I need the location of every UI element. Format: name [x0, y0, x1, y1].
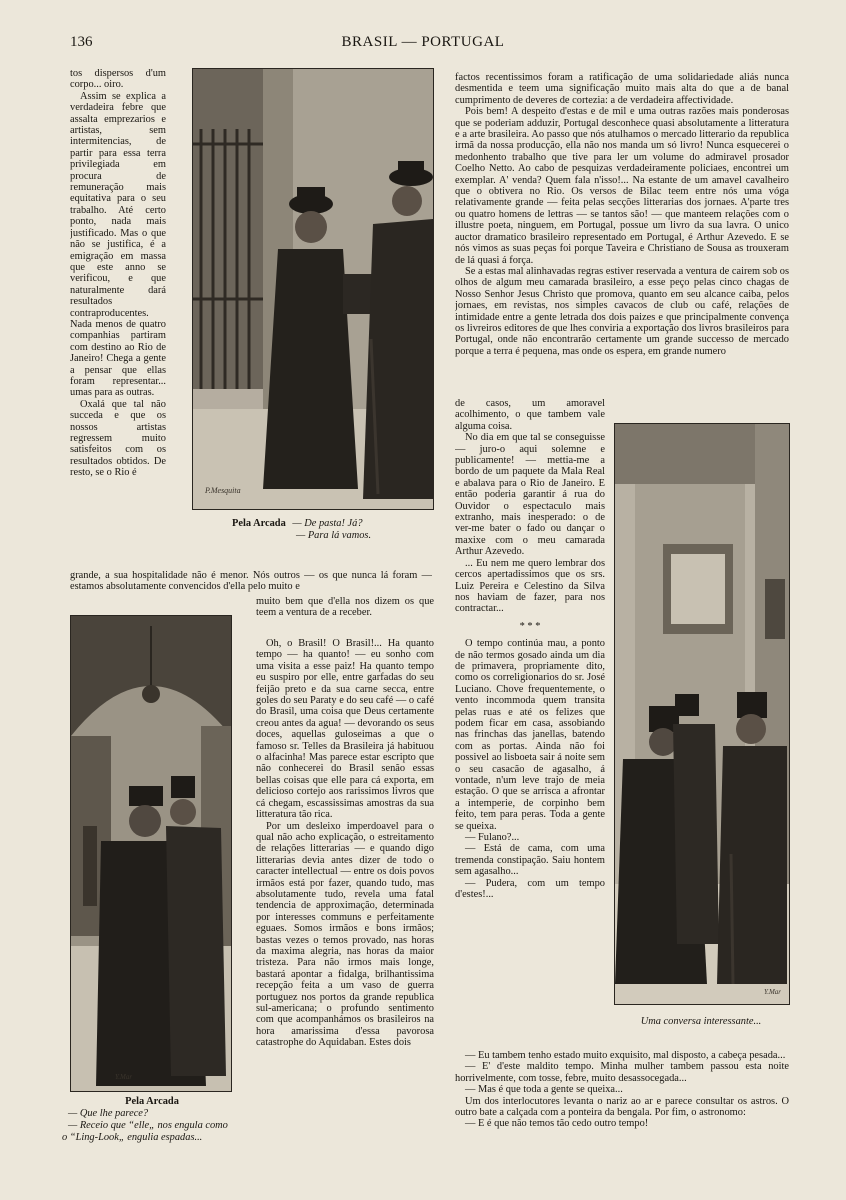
right-column-text — [455, 72, 789, 397]
paragraph: grande, a sua hospitalidade não é menor. Nós outros — os que nunca lá foram — estamos absolutamente convencidos d'ella pelo muito e — [70, 570, 432, 593]
caption-line: Uma conversa interessante... — [640, 1016, 762, 1027]
caption-title: Pela Arcada — [232, 518, 286, 529]
paragraph: factos recentissimos foram a ratificação de uma solidariedade aliás nunca desmentida e teem uma significação muito mais alta do que a de banal cumprimento de deveres de cortezia: a de verdadeira affectividade. — [455, 72, 789, 106]
right-narrow-text — [455, 398, 605, 1048]
photo-signature: Y.Mar — [115, 1073, 133, 1081]
page-number: 136 — [70, 34, 93, 50]
caption-line: — Receio que “elle„ nos engula como — [68, 1120, 228, 1131]
paragraph: Assim se explica a verdadeira febre que assalta emprezarios e artistas, sem intermitencias, de partir para essa terra privilegiada em procura de remuneração mais equitativa para o seu trabalho. Até certo ponto, nada mais justificado. Mas o que não se justifica, é a emigração em massa que este anno se verificou, e que naturalmente dará resultados contraproducentes. Nada menos de quatro companhias partiram com destino ao Rio de Janeiro! Chega a gente a pensar que ellas foram representar... umas para as outras. — [70, 90, 166, 399]
paragraph: — Fulano?... — [465, 832, 520, 844]
paragraph: muito bem que d'ella nos dizem os que teem a ventura de a receber. — [256, 596, 434, 619]
middle-top-text — [256, 596, 434, 632]
photo1-caption — [196, 518, 436, 542]
caption-line: — Para lá vamos. — [296, 530, 372, 541]
caption-line: — De pasta! Já? — [292, 518, 363, 529]
paragraph: Oh, o Brasil! O Brasil!... Ha quanto tempo — ha quanto! — eu sonho com uma visita a esse paiz! Ha quanto tempo eu suspiro por elle, entre garfadas do seu feijão preto e da sua carne secca, entre goles do seu Paraty e do seu café — o café do Brasil, uma coisa que Deus certamente creou antes da agua! — devorando os seus doces, aquellas guloseimas a que o famoso sr. Telles da Brasileira já habituou o alfacinha! Mas parece estar escripto que não conhecerei do Brasil senão essas bellas coisas que elle para cá exporta, em delicioso cortejo aos rarissimos livros que cá chegam, escassissimas amostras da sua litteratura tão rica. — [256, 638, 434, 821]
photo2-caption — [62, 1096, 242, 1144]
left-wide-text — [70, 570, 432, 594]
photo-signature: Y.Mar — [763, 988, 781, 996]
middle-column-text — [256, 638, 434, 1154]
section-separator: * * * — [519, 620, 541, 632]
caption-title: Pela Arcada — [125, 1096, 179, 1107]
paragraph: — Pudera, com um tempo d'estes!... — [455, 877, 605, 901]
paragraph: — E é que não temos tão cedo outro tempo! — [465, 1118, 649, 1130]
paragraph: — E' d'este maldito tempo. Minha mulher tambem passou esta noite horrivelmente, com tosse, febre, muito desassocegada... — [455, 1061, 789, 1084]
paragraph: — Está de cama, com uma tremenda constipação. Saiu hontem sem agasalho... — [455, 843, 605, 878]
paragraph: Pois bem! A despeito d'estas e de mil e uma outras razões mais ponderosas que se poderiam adduzir, Portugal desconhece quasi absolutamente a litteratura e a arte brasileira. Ao passo que nós atulhamos o mercado litterario da republica irmã da nossa producção, ella não nos manda um só livro! Nunca esquecerei o medonhento trabalho que tive para ler um volume do admiravel prosador Coelho Netto. Ao cabo de pesquizas verdadeiramente policiaes, encontrei um exemplar. A' venda? Quem fala n'isso!... Na estante de um amavel cavalheiro que o obtivera no Rio. Os versos de Bilac teem entre nós uma vóga relativamente grande — feita pelas secções litterarias dos jornaes. A'parte tres ou quatro homens de lettras — se tantos são! — que manteem relações com o illustre poeta, ninguem, em Portugal, possue um livro da sua lavra. O unico auctor dramatico brasileiro representado em Portugal, é Arthur Azevedo. E se nós vimos as suas peças foi porque Taveira e Christiano de Sousa as trouxeram de lá quasi á força. — [455, 106, 789, 266]
paragraph: O tempo continúa mau, a ponto de não termos gosado ainda um dia de primavera, propriamente dito, como os correligionarios do sr. José Luciano. Chove frequentemente, o vento incommoda quem transita pelas ruas e até os felizes que podem ficar em casa, assobiando nas frinchas das janellas, batendo com as portas. Ainda não foi possivel ao lisboeta sair á noite sem o seu casacão de agasalho, á vontade, n'um leve trajo de meia estação. O que se arrisca a afrontar a intemperie, de corpinho bem feito, tem para peras. Toda a gente se queixa. — [455, 638, 605, 832]
paragraph: No dia em que tal se conseguisse — juro-o aqui solemne e publicamente! — mettia-me a bordo de um paquete da Mala Real e abalava para o Rio de Janeiro. E então poderia garantir á rua do Ouvidor o espectaculo mais extranho, mais inesperado: o de ver-me bater o fado ou dançar o maxixe com o meu camarada Arthur Azevedo. — [455, 432, 605, 558]
right-bottom-text — [455, 1050, 789, 1182]
photo-pela-arcada-1 — [192, 68, 434, 510]
photo-conversa-interessante — [614, 423, 790, 1005]
paragraph: — Mas é que toda a gente se queixa... — [465, 1084, 623, 1096]
caption-line: o “Ling-Look„ engulia espadas... — [62, 1132, 203, 1143]
paragraph: Por um desleixo imperdoavel para o qual não acho explicação, o estreitamento de relações litterarias — e quando digo litterarias devia antes dizer de todo o caracter intellectual — entre os dois povos irmãos está por fazer, quando tudo, mas absolutamente tudo, revela uma fatal tendencia de approximação, determinada por interesses communs e perfeitamente eguaes. Somos irmãos e bons irmãos; bastas vezes o temos provado, nas horas da maxima alegria, nas horas da maior tristeza. Para não irmos mais longe, bastará apontar a fidalga, brilhantissima recepção feita a um vaso de guerra portuguez nos portos da grande republica sul-americana; o profundo sentimento com que acompanhámos os brasileiros na hora amarissima d'essa pavorosa catastrophe do Aquidaban. Estes dois — [256, 820, 434, 1049]
caption-line: — Que lhe parece? — [68, 1108, 149, 1119]
photo-pela-arcada-2 — [70, 615, 232, 1092]
left-column-text — [70, 68, 166, 568]
page-title: BRASIL — PORTUGAL — [341, 34, 505, 50]
paragraph: ... Eu nem me quero lembrar dos cercos apertadissimos que os srs. Luiz Pereira e Celestino da Silva nos haviam de fazer, para nos contractar... — [455, 557, 605, 615]
paragraph: tos dispersos d'um corpo... oiro. — [70, 68, 166, 91]
paragraph: Se a estas mal alinhavadas regras estiver reservada a ventura de cairem sob os olhos de algum meu camarada brasileiro, a esse peço pelas cinco chagas de Nosso Senhor Jesus Christo que promova, quanto em seu alcance caiba, pelos jornaes, em revistas, nos simples cavacos de club ou café, relações de intimidade entre a gente letrada dos dois paizes e que principalmente convença os livreiros editores de que lhes conviria a exportação dos livros brasileiros para Portugal, onde não encontrarão certamente um grande successo de mercado porque a terra é pequena, mas onde os espera, em grande numero — [455, 265, 789, 357]
photo3-caption — [614, 1016, 788, 1028]
photo-signature: P.Mesquita — [205, 486, 241, 495]
paragraph: de casos, um amoravel acolhimento, o que tambem vale alguma coisa. — [455, 398, 605, 432]
paragraph: — Eu tambem tenho estado muito exquisito, mal disposto, a cabeça pesada... — [465, 1050, 786, 1061]
paragraph: Oxalá que tal não succeda e que os nossos artistas regressem muito satisfeitos com os resultados obtidos. De resto, se o Rio é — [70, 398, 166, 479]
paragraph: Um dos interlocutores levanta o nariz ao ar e parece consultar os astros. O outro bate a calçada com a ponteira da bengala. Por fim, o astronomo: — [455, 1095, 789, 1119]
